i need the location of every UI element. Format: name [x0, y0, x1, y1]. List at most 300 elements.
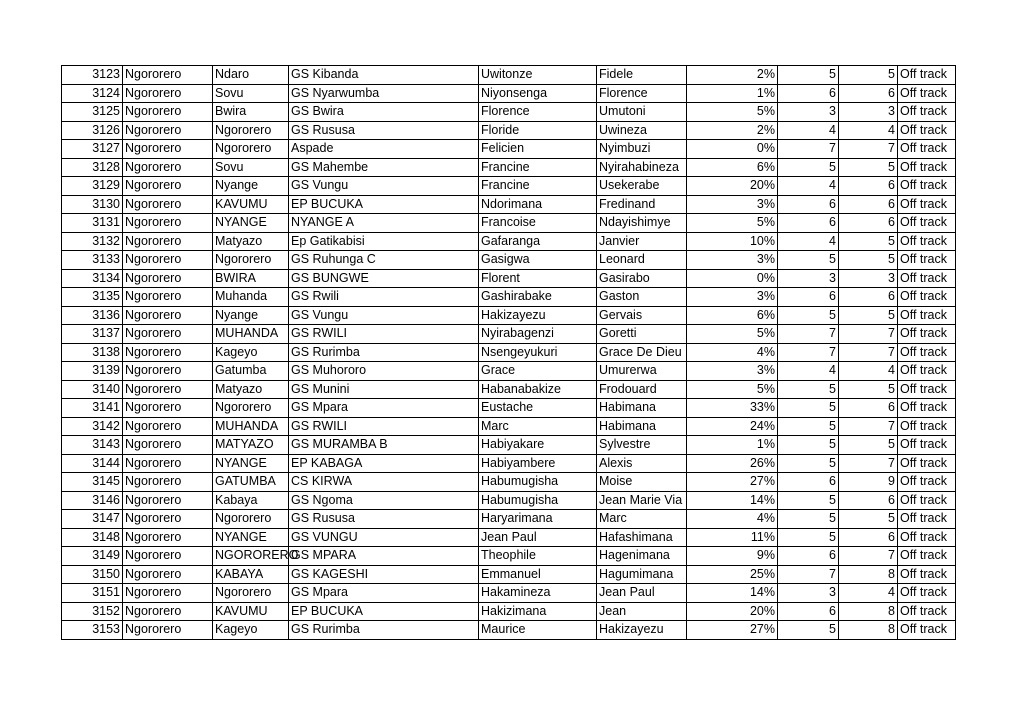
table-row — [62, 232, 956, 251]
cell-value-b: 6 — [839, 528, 898, 547]
cell-last-name: Nsengeyukuri — [479, 343, 597, 362]
cell-value-a: 3 — [778, 269, 839, 288]
table-row — [62, 362, 956, 381]
cell-value-a: 4 — [778, 177, 839, 196]
cell-district: Ngororero — [123, 602, 213, 621]
cell-sector: KAVUMU — [213, 602, 289, 621]
cell-value-b: 8 — [839, 565, 898, 584]
table-row — [62, 288, 956, 307]
cell-value-a: 6 — [778, 602, 839, 621]
cell-percent: 5% — [687, 325, 778, 344]
cell-value-a: 5 — [778, 436, 839, 455]
cell-percent: 3% — [687, 195, 778, 214]
cell-school: GS Kibanda — [289, 66, 479, 85]
cell-first-name: Usekerabe — [597, 177, 687, 196]
cell-sector: Kageyo — [213, 621, 289, 640]
cell-status: Off track — [898, 399, 956, 418]
table-row — [62, 177, 956, 196]
cell-first-name: Jean — [597, 602, 687, 621]
cell-first-name: Habimana — [597, 417, 687, 436]
cell-last-name: Nyirabagenzi — [479, 325, 597, 344]
cell-value-a: 4 — [778, 232, 839, 251]
cell-school: GS RWILI — [289, 417, 479, 436]
cell-row-id: 3140 — [62, 380, 123, 399]
cell-row-id: 3151 — [62, 584, 123, 603]
cell-sector: MUHANDA — [213, 417, 289, 436]
cell-first-name: Goretti — [597, 325, 687, 344]
cell-status: Off track — [898, 84, 956, 103]
cell-percent: 26% — [687, 454, 778, 473]
cell-percent: 3% — [687, 362, 778, 381]
cell-school: Ep Gatikabisi — [289, 232, 479, 251]
table-row — [62, 214, 956, 233]
cell-row-id: 3153 — [62, 621, 123, 640]
cell-row-id: 3130 — [62, 195, 123, 214]
cell-percent: 9% — [687, 547, 778, 566]
cell-district: Ngororero — [123, 491, 213, 510]
cell-row-id: 3124 — [62, 84, 123, 103]
cell-value-b: 4 — [839, 121, 898, 140]
cell-first-name: Nyirahabineza — [597, 158, 687, 177]
cell-school: GS Rurimba — [289, 621, 479, 640]
cell-percent: 33% — [687, 399, 778, 418]
cell-row-id: 3127 — [62, 140, 123, 159]
cell-district: Ngororero — [123, 565, 213, 584]
cell-value-b: 5 — [839, 251, 898, 270]
cell-district: Ngororero — [123, 306, 213, 325]
cell-school: GS KAGESHI — [289, 565, 479, 584]
cell-first-name: Hakizayezu — [597, 621, 687, 640]
cell-district: Ngororero — [123, 232, 213, 251]
cell-last-name: Floride — [479, 121, 597, 140]
cell-value-b: 5 — [839, 510, 898, 529]
cell-last-name: Gashirabake — [479, 288, 597, 307]
cell-district: Ngororero — [123, 621, 213, 640]
cell-value-b: 6 — [839, 177, 898, 196]
cell-school: GS Mahembe — [289, 158, 479, 177]
cell-school: GS Munini — [289, 380, 479, 399]
cell-last-name: Grace — [479, 362, 597, 381]
cell-last-name: Emmanuel — [479, 565, 597, 584]
table-row — [62, 491, 956, 510]
cell-sector: BWIRA — [213, 269, 289, 288]
cell-district: Ngororero — [123, 362, 213, 381]
cell-district: Ngororero — [123, 436, 213, 455]
cell-school: EP BUCUKA — [289, 602, 479, 621]
table-row — [62, 565, 956, 584]
table-row — [62, 584, 956, 603]
cell-first-name: Jean Paul — [597, 584, 687, 603]
cell-district: Ngororero — [123, 121, 213, 140]
cell-row-id: 3135 — [62, 288, 123, 307]
cell-percent: 24% — [687, 417, 778, 436]
cell-school: GS Vungu — [289, 177, 479, 196]
cell-school: GS Mpara — [289, 584, 479, 603]
cell-last-name: Uwitonze — [479, 66, 597, 85]
cell-row-id: 3145 — [62, 473, 123, 492]
cell-status: Off track — [898, 584, 956, 603]
cell-percent: 4% — [687, 343, 778, 362]
cell-percent: 11% — [687, 528, 778, 547]
cell-percent: 5% — [687, 103, 778, 122]
cell-row-id: 3137 — [62, 325, 123, 344]
cell-status: Off track — [898, 288, 956, 307]
cell-status: Off track — [898, 66, 956, 85]
cell-last-name: Theophile — [479, 547, 597, 566]
cell-row-id: 3126 — [62, 121, 123, 140]
cell-district: Ngororero — [123, 269, 213, 288]
table-body — [62, 66, 956, 640]
cell-school: GS RWILI — [289, 325, 479, 344]
cell-first-name: Frodouard — [597, 380, 687, 399]
cell-sector: Kabaya — [213, 491, 289, 510]
cell-school: GS Muhororo — [289, 362, 479, 381]
cell-percent: 6% — [687, 158, 778, 177]
cell-district: Ngororero — [123, 584, 213, 603]
cell-value-a: 5 — [778, 306, 839, 325]
table-row — [62, 158, 956, 177]
cell-value-a: 3 — [778, 103, 839, 122]
cell-last-name: Francine — [479, 158, 597, 177]
cell-district: Ngororero — [123, 454, 213, 473]
cell-status: Off track — [898, 269, 956, 288]
cell-row-id: 3148 — [62, 528, 123, 547]
cell-first-name: Sylvestre — [597, 436, 687, 455]
cell-percent: 5% — [687, 214, 778, 233]
cell-percent: 6% — [687, 306, 778, 325]
cell-value-a: 5 — [778, 528, 839, 547]
cell-value-a: 6 — [778, 288, 839, 307]
table-row — [62, 602, 956, 621]
cell-sector: Ngororero — [213, 510, 289, 529]
cell-school: EP BUCUKA — [289, 195, 479, 214]
cell-district: Ngororero — [123, 103, 213, 122]
cell-value-a: 4 — [778, 362, 839, 381]
cell-value-a: 5 — [778, 417, 839, 436]
cell-last-name: Florence — [479, 103, 597, 122]
cell-last-name: Gafaranga — [479, 232, 597, 251]
cell-value-a: 6 — [778, 195, 839, 214]
cell-sector: Nyange — [213, 306, 289, 325]
cell-sector: NGORORERO — [213, 547, 289, 566]
cell-sector: MATYAZO — [213, 436, 289, 455]
cell-sector: Sovu — [213, 84, 289, 103]
table-row — [62, 251, 956, 270]
cell-status: Off track — [898, 177, 956, 196]
table-row — [62, 510, 956, 529]
cell-first-name: Fredinand — [597, 195, 687, 214]
cell-status: Off track — [898, 362, 956, 381]
cell-row-id: 3146 — [62, 491, 123, 510]
cell-school: GS Rususa — [289, 510, 479, 529]
cell-school: CS KIRWA — [289, 473, 479, 492]
cell-last-name: Florent — [479, 269, 597, 288]
table-row — [62, 103, 956, 122]
table-row — [62, 121, 956, 140]
cell-row-id: 3131 — [62, 214, 123, 233]
cell-district: Ngororero — [123, 158, 213, 177]
table-row — [62, 417, 956, 436]
cell-last-name: Jean Paul — [479, 528, 597, 547]
table-row — [62, 343, 956, 362]
cell-value-a: 4 — [778, 121, 839, 140]
cell-status: Off track — [898, 454, 956, 473]
cell-first-name: Fidele — [597, 66, 687, 85]
cell-first-name: Hagenimana — [597, 547, 687, 566]
cell-school: EP KABAGA — [289, 454, 479, 473]
cell-status: Off track — [898, 510, 956, 529]
cell-sector: MUHANDA — [213, 325, 289, 344]
cell-row-id: 3142 — [62, 417, 123, 436]
cell-district: Ngororero — [123, 66, 213, 85]
cell-first-name: Habimana — [597, 399, 687, 418]
cell-value-a: 6 — [778, 547, 839, 566]
cell-first-name: Nyimbuzi — [597, 140, 687, 159]
table-row — [62, 399, 956, 418]
cell-value-b: 6 — [839, 195, 898, 214]
cell-value-a: 3 — [778, 584, 839, 603]
cell-school: GS Bwira — [289, 103, 479, 122]
table-row — [62, 528, 956, 547]
cell-value-b: 5 — [839, 306, 898, 325]
cell-last-name: Gasigwa — [479, 251, 597, 270]
cell-sector: Sovu — [213, 158, 289, 177]
cell-row-id: 3147 — [62, 510, 123, 529]
cell-school: GS Rususa — [289, 121, 479, 140]
cell-sector: Ngororero — [213, 584, 289, 603]
cell-row-id: 3143 — [62, 436, 123, 455]
cell-status: Off track — [898, 528, 956, 547]
cell-status: Off track — [898, 140, 956, 159]
cell-status: Off track — [898, 565, 956, 584]
cell-value-b: 7 — [839, 140, 898, 159]
cell-first-name: Alexis — [597, 454, 687, 473]
cell-last-name: Habumugisha — [479, 473, 597, 492]
cell-value-b: 4 — [839, 362, 898, 381]
cell-status: Off track — [898, 232, 956, 251]
cell-last-name: Habumugisha — [479, 491, 597, 510]
cell-value-a: 7 — [778, 565, 839, 584]
cell-school: GS MPARA — [289, 547, 479, 566]
cell-first-name: Janvier — [597, 232, 687, 251]
cell-status: Off track — [898, 602, 956, 621]
cell-district: Ngororero — [123, 84, 213, 103]
cell-value-b: 5 — [839, 380, 898, 399]
cell-percent: 4% — [687, 510, 778, 529]
cell-value-b: 7 — [839, 454, 898, 473]
table-row — [62, 621, 956, 640]
cell-status: Off track — [898, 306, 956, 325]
cell-sector: Matyazo — [213, 232, 289, 251]
cell-value-b: 6 — [839, 214, 898, 233]
cell-row-id: 3125 — [62, 103, 123, 122]
cell-last-name: Francoise — [479, 214, 597, 233]
cell-row-id: 3149 — [62, 547, 123, 566]
cell-sector: Ngororero — [213, 121, 289, 140]
cell-district: Ngororero — [123, 177, 213, 196]
table-row — [62, 325, 956, 344]
cell-status: Off track — [898, 103, 956, 122]
cell-percent: 3% — [687, 288, 778, 307]
cell-last-name: Felicien — [479, 140, 597, 159]
cell-sector: KAVUMU — [213, 195, 289, 214]
table-row — [62, 473, 956, 492]
cell-status: Off track — [898, 251, 956, 270]
cell-sector: Bwira — [213, 103, 289, 122]
cell-district: Ngororero — [123, 214, 213, 233]
cell-value-b: 7 — [839, 343, 898, 362]
cell-percent: 2% — [687, 66, 778, 85]
cell-status: Off track — [898, 621, 956, 640]
cell-percent: 14% — [687, 491, 778, 510]
cell-percent: 14% — [687, 584, 778, 603]
cell-sector: NYANGE — [213, 528, 289, 547]
cell-percent: 2% — [687, 121, 778, 140]
cell-sector: Matyazo — [213, 380, 289, 399]
cell-status: Off track — [898, 121, 956, 140]
cell-value-a: 5 — [778, 510, 839, 529]
cell-last-name: Habanabakize — [479, 380, 597, 399]
table-row — [62, 140, 956, 159]
cell-sector: NYANGE — [213, 214, 289, 233]
cell-percent: 5% — [687, 380, 778, 399]
cell-last-name: Habiyakare — [479, 436, 597, 455]
cell-sector: Nyange — [213, 177, 289, 196]
cell-district: Ngororero — [123, 473, 213, 492]
cell-row-id: 3144 — [62, 454, 123, 473]
cell-status: Off track — [898, 214, 956, 233]
cell-row-id: 3138 — [62, 343, 123, 362]
cell-percent: 0% — [687, 269, 778, 288]
cell-percent: 10% — [687, 232, 778, 251]
cell-value-a: 5 — [778, 380, 839, 399]
cell-row-id: 3128 — [62, 158, 123, 177]
cell-last-name: Marc — [479, 417, 597, 436]
table-row — [62, 380, 956, 399]
cell-row-id: 3129 — [62, 177, 123, 196]
cell-last-name: Niyonsenga — [479, 84, 597, 103]
cell-percent: 3% — [687, 251, 778, 270]
cell-district: Ngororero — [123, 288, 213, 307]
cell-district: Ngororero — [123, 510, 213, 529]
cell-percent: 20% — [687, 602, 778, 621]
cell-school: NYANGE A — [289, 214, 479, 233]
cell-value-b: 8 — [839, 602, 898, 621]
cell-value-a: 7 — [778, 343, 839, 362]
cell-first-name: Umurerwa — [597, 362, 687, 381]
cell-value-b: 5 — [839, 436, 898, 455]
cell-last-name: Eustache — [479, 399, 597, 418]
data-table — [61, 65, 956, 640]
cell-school: Aspade — [289, 140, 479, 159]
cell-first-name: Grace De Dieu — [597, 343, 687, 362]
cell-last-name: Maurice — [479, 621, 597, 640]
cell-sector: Ngororero — [213, 140, 289, 159]
cell-first-name: Jean Marie Via — [597, 491, 687, 510]
cell-school: GS Mpara — [289, 399, 479, 418]
cell-sector: Muhanda — [213, 288, 289, 307]
cell-value-b: 7 — [839, 417, 898, 436]
cell-sector: Kageyo — [213, 343, 289, 362]
cell-value-b: 5 — [839, 66, 898, 85]
cell-percent: 1% — [687, 436, 778, 455]
cell-row-id: 3136 — [62, 306, 123, 325]
cell-percent: 27% — [687, 621, 778, 640]
cell-row-id: 3123 — [62, 66, 123, 85]
table-row — [62, 436, 956, 455]
cell-value-b: 6 — [839, 491, 898, 510]
cell-first-name: Hafashimana — [597, 528, 687, 547]
cell-sector: Gatumba — [213, 362, 289, 381]
cell-value-a: 5 — [778, 454, 839, 473]
cell-value-b: 6 — [839, 399, 898, 418]
cell-status: Off track — [898, 325, 956, 344]
cell-last-name: Haryarimana — [479, 510, 597, 529]
cell-value-b: 7 — [839, 547, 898, 566]
cell-district: Ngororero — [123, 528, 213, 547]
cell-first-name: Hagumimana — [597, 565, 687, 584]
cell-percent: 25% — [687, 565, 778, 584]
cell-sector: Ngororero — [213, 399, 289, 418]
cell-district: Ngororero — [123, 251, 213, 270]
cell-status: Off track — [898, 491, 956, 510]
cell-value-a: 5 — [778, 158, 839, 177]
cell-school: GS BUNGWE — [289, 269, 479, 288]
cell-district: Ngororero — [123, 195, 213, 214]
cell-status: Off track — [898, 158, 956, 177]
cell-school: GS VUNGU — [289, 528, 479, 547]
cell-district: Ngororero — [123, 547, 213, 566]
cell-value-b: 6 — [839, 84, 898, 103]
cell-first-name: Gaston — [597, 288, 687, 307]
cell-first-name: Umutoni — [597, 103, 687, 122]
cell-row-id: 3133 — [62, 251, 123, 270]
cell-sector: KABAYA — [213, 565, 289, 584]
cell-last-name: Francine — [479, 177, 597, 196]
cell-value-b: 5 — [839, 158, 898, 177]
cell-value-b: 7 — [839, 325, 898, 344]
cell-value-b: 3 — [839, 103, 898, 122]
table-row — [62, 306, 956, 325]
cell-percent: 20% — [687, 177, 778, 196]
cell-value-a: 5 — [778, 399, 839, 418]
cell-status: Off track — [898, 343, 956, 362]
cell-row-id: 3150 — [62, 565, 123, 584]
cell-value-a: 5 — [778, 621, 839, 640]
cell-first-name: Leonard — [597, 251, 687, 270]
cell-value-b: 6 — [839, 288, 898, 307]
cell-row-id: 3141 — [62, 399, 123, 418]
cell-first-name: Uwineza — [597, 121, 687, 140]
cell-first-name: Florence — [597, 84, 687, 103]
cell-district: Ngororero — [123, 380, 213, 399]
cell-value-a: 7 — [778, 325, 839, 344]
cell-value-b: 3 — [839, 269, 898, 288]
cell-value-a: 5 — [778, 66, 839, 85]
cell-district: Ngororero — [123, 399, 213, 418]
table-row — [62, 84, 956, 103]
table-row — [62, 454, 956, 473]
cell-value-a: 5 — [778, 491, 839, 510]
cell-row-id: 3134 — [62, 269, 123, 288]
cell-row-id: 3132 — [62, 232, 123, 251]
cell-value-a: 6 — [778, 473, 839, 492]
cell-value-a: 7 — [778, 140, 839, 159]
cell-last-name: Hakamineza — [479, 584, 597, 603]
cell-value-b: 8 — [839, 621, 898, 640]
cell-sector: GATUMBA — [213, 473, 289, 492]
cell-row-id: 3152 — [62, 602, 123, 621]
